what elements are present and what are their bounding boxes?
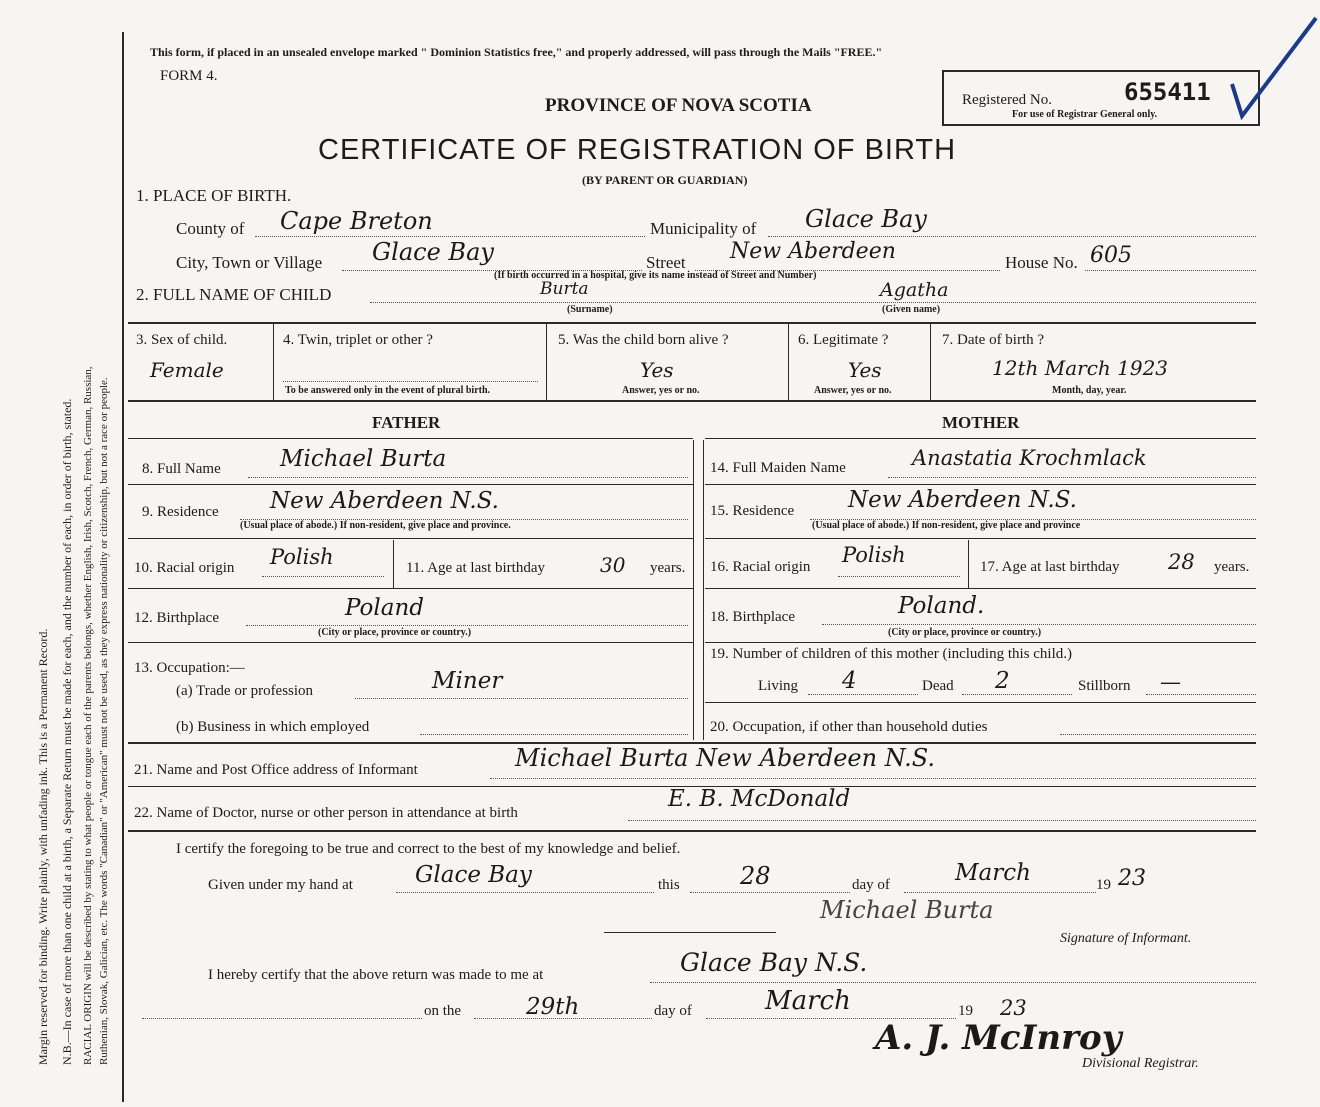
day-line: [690, 892, 850, 893]
mother-residence-value: New Aberdeen N.S.: [848, 487, 1077, 513]
registrar-caption: Divisional Registrar.: [1082, 1056, 1199, 1071]
doctor-value: E. B. McDonald: [668, 786, 851, 812]
page-subtitle: (BY PARENT OR GUARDIAN): [582, 173, 748, 187]
rule: [705, 484, 1256, 485]
rule: [128, 588, 693, 589]
form-number: FORM 4.: [160, 68, 218, 84]
father-trade-line: [355, 698, 688, 699]
house-line: [1085, 270, 1256, 271]
county-label: County of: [176, 219, 245, 238]
informant-line: [490, 778, 1256, 779]
stillborn-label: Stillborn: [1078, 678, 1131, 694]
mother-name-value: Anastatia Krochmlack: [912, 446, 1147, 470]
father-business-label: (b) Business in which employed: [176, 719, 370, 735]
legit-value: Yes: [848, 358, 882, 382]
father-residence-value: New Aberdeen N.S.: [270, 488, 499, 514]
registered-box: [942, 70, 1260, 126]
signature-rule: [604, 932, 776, 933]
child-name-line: [370, 302, 1256, 303]
province-heading: PROVINCE OF NOVA SCOTIA: [545, 95, 812, 116]
reg-day-of-label: day of: [654, 1003, 692, 1019]
father-name-label: 8. Full Name: [142, 461, 221, 477]
child-name-label: 2. FULL NAME OF CHILD: [136, 285, 332, 304]
dob-note: Month, day, year.: [1052, 385, 1127, 396]
living-line: [808, 694, 918, 695]
father-racial-label: 10. Racial origin: [134, 560, 235, 576]
surname-note: (Surname): [567, 304, 613, 315]
hospital-note: (If birth occurred in a hospital, give its name instead of Street and Number): [494, 270, 817, 281]
sex-label: 3. Sex of child.: [136, 332, 228, 348]
dead-line: [962, 694, 1072, 695]
county-value: Cape Breton: [280, 207, 433, 235]
on-the-line-left: [142, 1018, 422, 1019]
child-given-name: Agatha: [880, 279, 949, 301]
father-age-label: 11. Age at last birthday: [406, 560, 545, 576]
father-trade-value: Miner: [432, 668, 503, 694]
mother-racial-label: 16. Racial origin: [710, 559, 811, 575]
living-label: Living: [758, 678, 798, 694]
mother-residence-note: (Usual place of abode.) If non-resident, give place and province: [812, 520, 1081, 531]
legit-note: Answer, yes or no.: [814, 385, 892, 396]
registrar-place-value: Glace Bay N.S.: [680, 948, 868, 977]
father-occupation-label: 13. Occupation:—: [134, 660, 245, 676]
alive-label: 5. Was the child born alive ?: [558, 332, 729, 348]
mother-birthplace-label: 18. Birthplace: [710, 609, 795, 625]
rule: [705, 588, 1256, 589]
rule: [930, 324, 931, 400]
sex-value: Female: [150, 358, 224, 382]
rule: [128, 400, 1256, 402]
rule: [128, 538, 693, 539]
informant-label: 21. Name and Post Office address of Informant: [134, 762, 418, 778]
registered-label: Registered No.: [962, 92, 1052, 108]
rule: [705, 702, 1256, 703]
father-residence-label: 9. Residence: [142, 504, 219, 520]
rule: [705, 438, 1256, 439]
city-label: City, Town or Village: [176, 253, 323, 272]
given-label: Given under my hand at: [208, 877, 353, 893]
rule: [705, 642, 1256, 643]
legit-label: 6. Legitimate ?: [798, 332, 889, 348]
mother-name-line: [888, 477, 1256, 478]
father-age-years: years.: [650, 560, 686, 576]
column-divider: [703, 440, 704, 740]
reg-day-value: 29th: [526, 994, 580, 1020]
father-birthplace-line: [246, 625, 688, 626]
margin-rule: [122, 32, 124, 1102]
street-value: New Aberdeen: [730, 239, 896, 264]
month-value: March: [955, 860, 1031, 886]
city-value: Glace Bay: [372, 238, 494, 266]
reg-year-prefix: 19: [958, 1003, 973, 1019]
mother-children-label: 19. Number of children of this mother (including this child.): [710, 646, 1073, 662]
stillborn-line: [1146, 694, 1256, 695]
father-racial-line: [262, 576, 384, 577]
rule: [273, 324, 274, 400]
check-mark: [1228, 14, 1320, 124]
doctor-line: [628, 820, 1256, 821]
mother-name-label: 14. Full Maiden Name: [710, 460, 846, 476]
margin-note-1: Margin reserved for binding. Write plainly, with unfading ink. This is a Permanent Record.: [36, 628, 50, 1065]
twin-line: [283, 381, 538, 382]
mother-occupation-label: 20. Occupation, if other than household duties: [710, 719, 988, 735]
month-line: [904, 892, 1096, 893]
given-place-value: Glace Bay: [415, 862, 532, 888]
margin-note-3: RACIAL ORIGIN will be described by stating to what people or tongue each of the parents belongs, whether English, Irish, Scotch, French, German, Russian,: [82, 366, 94, 1065]
dob-label: 7. Date of birth ?: [942, 332, 1045, 348]
dead-value: 2: [995, 668, 1010, 694]
mother-age-value: 28: [1168, 550, 1195, 574]
mail-notice: This form, if placed in an unsealed envelope marked " Dominion Statistics free," and properly addressed, will pass through the Mails "FREE.": [150, 45, 883, 59]
rule: [705, 538, 1256, 539]
mother-racial-line: [838, 576, 960, 577]
father-birthplace-note: (City or place, province or country.): [318, 627, 472, 638]
rule: [788, 324, 789, 400]
county-line: [255, 236, 645, 237]
alive-note: Answer, yes or no.: [622, 385, 700, 396]
rule: [128, 438, 693, 439]
mother-age-label: 17. Age at last birthday: [980, 559, 1120, 575]
year-prefix: 19: [1096, 877, 1111, 893]
registrar-statement: I hereby certify that the above return was made to me at: [208, 967, 544, 983]
day-value: 28: [740, 862, 771, 890]
rule: [128, 830, 1256, 832]
father-heading: FATHER: [372, 413, 441, 432]
page-title: CERTIFICATE OF REGISTRATION OF BIRTH: [318, 134, 957, 166]
father-name-line: [248, 477, 688, 478]
father-age-value: 30: [600, 553, 626, 577]
mother-residence-label: 15. Residence: [710, 503, 795, 519]
mother-occupation-line: [1060, 734, 1256, 735]
margin-note-4: Ruthenian, Slovak, Galician, etc. The words "Canadian" or "American" must not be used, as they express nationality or citizenship, but not a race or people.: [98, 377, 110, 1065]
municipality-value: Glace Bay: [805, 205, 927, 233]
house-value: 605: [1090, 243, 1132, 268]
father-racial-value: Polish: [270, 545, 334, 569]
stillborn-value: —: [1160, 670, 1181, 694]
municipality-label: Municipality of: [650, 219, 757, 238]
house-label: House No.: [1005, 253, 1078, 272]
informant-signature: Michael Burta: [820, 896, 994, 924]
given-note: (Given name): [882, 304, 941, 315]
reg-month-value: March: [765, 986, 851, 1016]
mother-racial-value: Polish: [842, 543, 906, 567]
father-trade-label: (a) Trade or profession: [176, 683, 314, 699]
registered-number: 655411: [1124, 78, 1211, 106]
rule: [128, 642, 693, 643]
mother-age-years: years.: [1214, 559, 1250, 575]
signature-caption: Signature of Informant.: [1060, 931, 1192, 946]
day-of-label: day of: [852, 877, 890, 893]
mother-heading: MOTHER: [942, 413, 1020, 432]
certify-statement: I certify the foregoing to be true and correct to the best of my knowledge and belief.: [176, 841, 681, 857]
twin-label: 4. Twin, triplet or other ?: [283, 332, 433, 348]
living-value: 4: [842, 668, 857, 694]
given-place-line: [396, 892, 654, 893]
municipality-line: [768, 236, 1256, 237]
child-surname: Burta: [540, 279, 589, 299]
registrar-signature: A. J. McInroy: [875, 1018, 1122, 1058]
father-birthplace-label: 12. Birthplace: [134, 610, 219, 626]
mother-birthplace-line: [822, 624, 1256, 625]
reg-year-value: 23: [1000, 996, 1027, 1020]
rule: [128, 322, 1256, 324]
father-residence-note: (Usual place of abode.) If non-resident, give place and province.: [240, 520, 511, 531]
father-birthplace-value: Poland: [345, 595, 424, 621]
on-the-label: on the: [424, 1003, 462, 1019]
dead-label: Dead: [922, 678, 954, 694]
alive-value: Yes: [640, 358, 674, 382]
place-heading: 1. PLACE OF BIRTH.: [136, 186, 292, 205]
registrar-note: For use of Registrar General only.: [1012, 109, 1158, 120]
this-label: this: [658, 877, 680, 893]
column-divider: [693, 440, 694, 740]
year-value: 23: [1118, 866, 1146, 891]
mother-birthplace-value: Poland.: [898, 593, 985, 619]
rule: [968, 540, 969, 588]
street-label: Street: [646, 253, 686, 272]
rule: [128, 484, 693, 485]
rule: [393, 540, 394, 588]
twin-note: To be answered only in the event of plural birth.: [285, 385, 491, 396]
mother-birthplace-note: (City or place, province or country.): [888, 627, 1042, 638]
rule: [546, 324, 547, 400]
father-name-value: Michael Burta: [280, 446, 447, 472]
informant-value: Michael Burta New Aberdeen N.S.: [515, 744, 936, 772]
father-business-line: [420, 734, 688, 735]
doctor-label: 22. Name of Doctor, nurse or other person in attendance at birth: [134, 805, 518, 821]
margin-note-2: N.B.—In case of more than one child at a birth, a Separate Return must be made for each, and the number of each, in order of birth, stated.: [60, 398, 74, 1065]
registrar-place-line: [650, 982, 1256, 983]
dob-value: 12th March 1923: [992, 356, 1169, 380]
